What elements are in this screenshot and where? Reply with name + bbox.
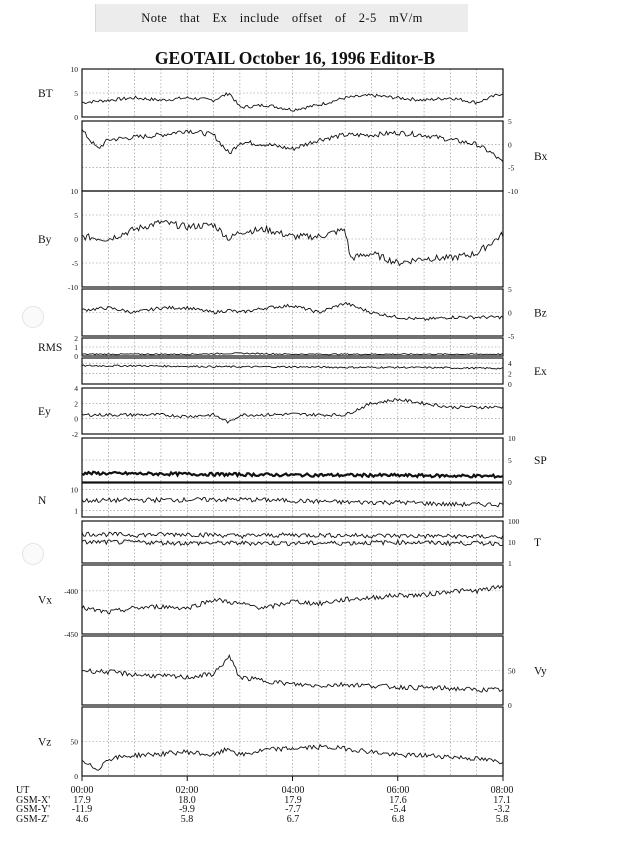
footer-gsm-x: 17.1	[493, 794, 511, 806]
tick-label-sp: 0	[508, 478, 512, 487]
tick-label-bx: -5	[508, 163, 515, 173]
offset-note: Note that Ex include offset of 2-5 mV/m	[95, 4, 468, 32]
tick-label-by: -10	[68, 283, 78, 292]
tick-label-rms: 0	[74, 352, 78, 361]
footer-label-gsm-x: GSM-X'	[16, 794, 51, 806]
tick-label-vz: 50	[70, 737, 78, 747]
footer-gsm-z: 6.7	[286, 813, 300, 825]
footer-gsm-y: -7.7	[285, 804, 301, 815]
tick-label-ex: 4	[508, 359, 512, 369]
footer-gsm-y: -11.9	[71, 804, 93, 815]
footer-gsm-x: 18.0	[178, 794, 196, 806]
tick-label-ex: 2	[508, 369, 512, 379]
tick-label-vy: 0	[508, 701, 512, 710]
footer-gsm-y: -3.2	[494, 804, 510, 815]
panel-label-vy: Vy	[534, 665, 547, 678]
footer-gsm-z: 5.8	[180, 813, 194, 825]
tick-label-by: 10	[70, 187, 78, 196]
footer-ut: 08:00	[490, 785, 514, 796]
panel-label-vz: Vz	[38, 736, 52, 749]
footer-ut: 04:00	[281, 785, 305, 796]
panel-label-ex: Ex	[534, 366, 547, 378]
tick-label-n: 10	[70, 485, 78, 495]
footer-gsm-z: 6.8	[391, 813, 405, 825]
tick-label-n: 1	[74, 506, 78, 516]
tick-label-bz: 5	[508, 285, 512, 294]
tick-label-vz: 0	[74, 772, 78, 781]
footer-gsm-z: 4.6	[75, 813, 89, 825]
tick-label-vx: -400	[64, 586, 78, 596]
panel-label-bt: BT	[38, 88, 53, 100]
footer-ut: 06:00	[386, 785, 410, 796]
panel-label-ey: Ey	[38, 406, 51, 418]
tick-label-bt: 0	[74, 113, 78, 122]
tick-label-t: 100	[508, 517, 520, 526]
tick-label-bx: 0	[508, 140, 512, 150]
panel-label-bz: Bz	[534, 307, 547, 320]
tick-label-vy: 50	[508, 666, 516, 676]
panel-label-bx: Bx	[534, 151, 548, 163]
tick-label-bt: 5	[74, 89, 78, 98]
footer-column-0600	[374, 786, 422, 824]
panel-label-n: N	[38, 495, 47, 507]
tick-label-bt: 10	[70, 65, 78, 74]
tick-label-bx: -10	[508, 187, 518, 196]
panel-label-rms: RMS	[38, 342, 63, 354]
panel-label-vx: Vx	[38, 594, 53, 607]
panel-frame-vx	[82, 565, 503, 634]
series-line-t-1	[82, 540, 503, 546]
tick-label-by: 0	[74, 235, 78, 244]
footer-column-0000	[58, 786, 106, 824]
footer-column-0800	[478, 786, 526, 824]
panel-label-sp: SP	[534, 455, 547, 467]
tick-label-by: -5	[71, 259, 78, 268]
tick-label-ey: 4	[74, 384, 78, 393]
footer-gsm-x: 17.9	[284, 794, 302, 806]
tick-label-ey: 0	[74, 414, 78, 424]
footer-label-gsm-y: GSM-Y'	[16, 804, 51, 815]
panel-label-by: By	[38, 234, 52, 246]
tick-label-sp: 10	[508, 434, 516, 443]
footer-gsm-y: -9.9	[179, 804, 195, 815]
tick-label-ex: 0	[508, 380, 512, 389]
footer-label-ut: UT	[16, 785, 30, 796]
footer-row-labels	[16, 786, 50, 824]
tick-label-t: 10	[508, 538, 516, 547]
footer-column-0200	[163, 786, 211, 824]
footer-gsm-z: 5.8	[495, 813, 509, 825]
tick-label-bz: -5	[508, 332, 515, 341]
footer-gsm-y: -5.4	[390, 804, 406, 815]
footer-gsm-x: 17.6	[389, 794, 407, 806]
footer-gsm-x: 17.9	[73, 794, 91, 806]
tick-label-vx: -450	[64, 630, 78, 639]
tick-label-by: 5	[74, 211, 78, 220]
tick-label-t: 1	[508, 559, 512, 568]
tick-label-bx: 5	[508, 117, 512, 126]
chart-title: GEOTAIL October 16, 1996 Editor-B	[154, 48, 436, 68]
footer-label-gsm-z: GSM-Z'	[16, 813, 49, 825]
tick-label-rms: 2	[74, 334, 78, 343]
panel-label-t: T	[534, 537, 542, 549]
tick-label-ey: -2	[71, 430, 78, 439]
tick-label-rms: 1	[74, 343, 78, 352]
footer-column-0400	[269, 786, 317, 824]
tick-label-sp: 5	[508, 456, 512, 465]
tick-label-bz: 0	[508, 308, 512, 318]
tick-label-ey: 2	[74, 399, 78, 409]
footer-ut: 02:00	[175, 785, 199, 796]
footer-ut: 00:00	[70, 785, 94, 796]
